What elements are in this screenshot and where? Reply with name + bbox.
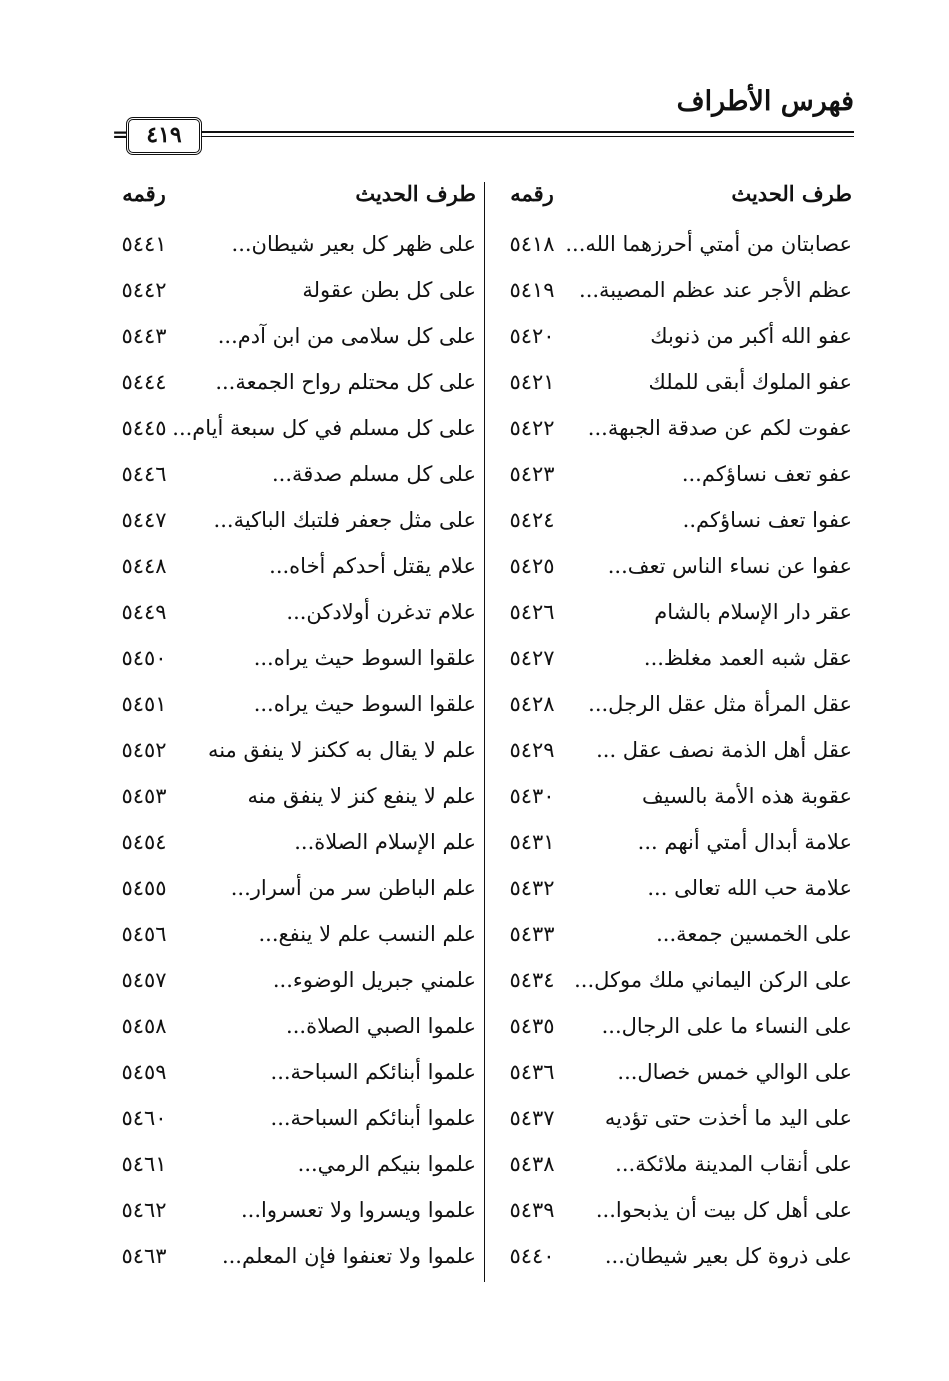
hadith-number: ٥٤٢٠ <box>509 324 555 348</box>
hadith-number: ٥٤١٩ <box>509 278 555 302</box>
hadith-number: ٥٤٥٦ <box>121 922 167 946</box>
hadith-number: ٥٤٢٥ <box>509 554 555 578</box>
index-entry-row <box>112 866 484 912</box>
hadith-number: ٥٤٤٠ <box>509 1244 555 1268</box>
hadith-number: ٥٤٤٦ <box>121 462 167 486</box>
index-entry-row <box>484 912 854 958</box>
hadith-number: ٥٤٢٣ <box>509 462 555 486</box>
hadith-number: ٥٤٥٤ <box>121 830 167 854</box>
index-entry-row <box>484 1234 854 1280</box>
hadith-number: ٥٤١٨ <box>509 232 555 256</box>
index-entry-row <box>484 268 854 314</box>
hadith-number: ٥٤٥٧ <box>121 968 167 992</box>
hadith-number: ٥٤٢٩ <box>509 738 555 762</box>
index-entry-row <box>484 590 854 636</box>
hadith-number: ٥٤٤١ <box>121 232 167 256</box>
hadith-start-text: عقل المرأة مثل عقل الرجل... <box>588 692 852 716</box>
hadith-number: ٥٤٦٣ <box>121 1244 167 1268</box>
index-entry-row <box>484 774 854 820</box>
hadith-start-text: علموا بنيكم الرمي... <box>297 1152 476 1176</box>
hadith-number: ٥٤٤٧ <box>121 508 167 532</box>
index-entry-row <box>112 1234 484 1280</box>
index-entry-row <box>484 728 854 774</box>
hadith-start-text: عقل أهل الذمة نصف عقل ... <box>596 738 852 762</box>
hadith-start-text: علموا أبنائكم السباحة... <box>270 1060 476 1084</box>
hadith-start-text: علامة أبدال أمتي أنهم ... <box>637 830 852 854</box>
index-entry-row <box>484 1096 854 1142</box>
hadith-start-text: على الركن اليماني ملك موكل... <box>574 968 852 992</box>
index-entry-row <box>484 406 854 452</box>
hadith-start-text: عظم الأجر عند عظم المصيبة... <box>579 278 852 302</box>
index-entry-row <box>112 1050 484 1096</box>
hadith-start-text: على كل مسلم في كل سبعة أيام... <box>172 416 476 440</box>
index-entry-row <box>112 406 484 452</box>
index-entry-row <box>112 636 484 682</box>
hadith-start-text: على أهل كل بيت أن يذبحوا... <box>595 1198 852 1222</box>
index-entry-row <box>484 498 854 544</box>
index-entry-row <box>484 1142 854 1188</box>
hadith-start-text: على ظهر كل بعير شيطان... <box>231 232 476 256</box>
header-rule-thin <box>198 136 854 137</box>
hadith-number: ٥٤٣٤ <box>509 968 555 992</box>
index-entry-row <box>112 222 484 268</box>
page-number: ٤١٩ <box>126 117 202 155</box>
index-entry-row <box>112 728 484 774</box>
hadith-number: ٥٤٣٨ <box>509 1152 555 1176</box>
page-number-ornament: = <box>112 122 129 146</box>
hadith-number: ٥٤٥٣ <box>121 784 167 808</box>
hadith-start-text: على أنقاب المدينة ملائكة... <box>615 1152 852 1176</box>
index-entry-row <box>112 314 484 360</box>
hadith-start-text: عفوا تعف نساؤكم.. <box>682 508 852 532</box>
hadith-start-text: علم الباطن سر من أسرار... <box>230 876 476 900</box>
header-hadith-start: طرف الحديث <box>731 181 852 206</box>
index-entry-row <box>484 1188 854 1234</box>
hadith-start-text: على الوالي خمس خصال... <box>617 1060 852 1084</box>
hadith-number: ٥٤٣٧ <box>509 1106 555 1130</box>
running-title: فهرس الأطراف <box>676 86 854 117</box>
hadith-start-text: علم لا ينفع كنز لا ينفق منه <box>247 784 476 808</box>
hadith-start-text: علموا أبنائكم السباحة... <box>270 1106 476 1130</box>
hadith-number: ٥٤٢٦ <box>509 600 555 624</box>
hadith-start-text: علام يقتل أحدكم أخاه... <box>269 554 476 578</box>
index-entry-row <box>112 682 484 728</box>
hadith-number: ٥٤٤٣ <box>121 324 167 348</box>
index-entry-row <box>112 590 484 636</box>
hadith-number: ٥٤٣٥ <box>509 1014 555 1038</box>
hadith-number: ٥٤٤٨ <box>121 554 167 578</box>
page-header <box>112 78 854 158</box>
hadith-start-text: علقوا السوط حيث يراه... <box>253 692 476 716</box>
hadith-number: ٥٤٤٩ <box>121 600 167 624</box>
index-entry-row <box>112 1142 484 1188</box>
hadith-number: ٥٤٣٠ <box>509 784 555 808</box>
hadith-start-text: علموا ولا تعنفوا فإن المعلم... <box>221 1244 476 1268</box>
index-entry-row <box>484 820 854 866</box>
hadith-number: ٥٤٢١ <box>509 370 555 394</box>
hadith-number: ٥٤٤٤ <box>121 370 167 394</box>
index-column-left <box>112 172 484 1280</box>
hadith-number: ٥٤٥٢ <box>121 738 167 762</box>
hadith-start-text: عفو الله أكبر من ذنوبك <box>650 324 852 348</box>
hadith-start-text: علموا الصبي الصلاة... <box>286 1014 476 1038</box>
hadith-start-text: عصابتان من أمتي أحرزهما الله... <box>565 232 852 256</box>
hadith-number: ٥٤٢٨ <box>509 692 555 716</box>
hadith-number: ٥٤٣٩ <box>509 1198 555 1222</box>
hadith-start-text: على اليد ما أخذت حتى تؤديه <box>604 1106 852 1130</box>
hadith-number: ٥٤٦٠ <box>121 1106 167 1130</box>
index-entry-row <box>112 774 484 820</box>
hadith-number: ٥٤٦١ <box>121 1152 167 1176</box>
hadith-start-text: على الخمسين جمعة... <box>656 922 852 946</box>
hadith-start-text: عقر دار الإسلام بالشام <box>654 600 852 624</box>
hadith-start-text: عفوا عن نساء الناس تعف... <box>607 554 852 578</box>
hadith-number: ٥٤٥٥ <box>121 876 167 900</box>
hadith-start-text: عقوبة هذه الأمة بالسيف <box>642 784 852 808</box>
hadith-number: ٥٤٣٣ <box>509 922 555 946</box>
header-rule <box>198 131 854 133</box>
index-entry-row <box>112 452 484 498</box>
hadith-start-text: على كل مسلم صدقة... <box>271 462 476 486</box>
hadith-number: ٥٤٦٢ <box>121 1198 167 1222</box>
hadith-number: ٥٤٣٢ <box>509 876 555 900</box>
header-number: رقمه <box>122 181 166 206</box>
hadith-number: ٥٤٢٢ <box>509 416 555 440</box>
hadith-start-text: عقل شبه العمد مغلظ... <box>643 646 852 670</box>
index-entry-row <box>112 912 484 958</box>
column-header-row <box>484 172 854 222</box>
index-entry-row <box>112 360 484 406</box>
hadith-number: ٥٤٤٥ <box>121 416 167 440</box>
hadith-number: ٥٤٥٨ <box>121 1014 167 1038</box>
index-entry-row <box>112 958 484 1004</box>
hadith-start-text: علموا ويسروا ولا تعسروا... <box>240 1198 476 1222</box>
index-entry-row <box>484 360 854 406</box>
hadith-start-text: عفو تعف نساؤكم... <box>681 462 852 486</box>
hadith-start-text: على كل بطن عقولة <box>302 278 476 302</box>
hadith-start-text: علقوا السوط حيث يراه... <box>253 646 476 670</box>
hadith-start-text: علام تدغرن أولادكن... <box>286 600 476 624</box>
hadith-number: ٥٤٢٧ <box>509 646 555 670</box>
hadith-number: ٥٤٤٢ <box>121 278 167 302</box>
index-entry-row <box>484 544 854 590</box>
index-entry-row <box>484 452 854 498</box>
hadith-start-text: علمني جبريل الوضوء... <box>272 968 476 992</box>
hadith-start-text: على مثل جعفر فلتبك الباكية... <box>213 508 476 532</box>
index-entry-row <box>112 1004 484 1050</box>
hadith-start-text: على كل محتلم رواح الجمعة... <box>215 370 476 394</box>
header-hadith-start: طرف الحديث <box>355 181 476 206</box>
hadith-number: ٥٤٥٩ <box>121 1060 167 1084</box>
hadith-start-text: علامة حب الله تعالى ... <box>647 876 852 900</box>
hadith-number: ٥٤٥٠ <box>121 646 167 670</box>
hadith-start-text: علم لا يقال به ككنز لا ينفق منه <box>207 738 476 762</box>
hadith-number: ٥٤٢٤ <box>509 508 555 532</box>
hadith-number: ٥٤٥١ <box>121 692 167 716</box>
hadith-start-text: علم الإسلام الصلاة... <box>294 830 476 854</box>
index-column-right <box>484 172 854 1280</box>
column-header-row <box>112 172 484 222</box>
index-entry-row <box>484 1050 854 1096</box>
index-entry-row <box>484 314 854 360</box>
hadith-start-text: عفوت لكم عن صدقة الجبهة... <box>587 416 852 440</box>
hadith-number: ٥٤٣٦ <box>509 1060 555 1084</box>
index-entry-row <box>484 866 854 912</box>
hadith-start-text: علم النسب علم لا ينفع... <box>258 922 476 946</box>
index-entry-row <box>112 1188 484 1234</box>
index-entry-row <box>484 958 854 1004</box>
hadith-number: ٥٤٣١ <box>509 830 555 854</box>
index-entry-row <box>112 1096 484 1142</box>
index-entry-row <box>484 682 854 728</box>
hadith-start-text: على كل سلامى من ابن آدم... <box>217 324 476 348</box>
index-entry-row <box>484 636 854 682</box>
index-entry-row <box>112 268 484 314</box>
header-number: رقمه <box>510 181 554 206</box>
hadith-start-text: على النساء ما على الرجال... <box>601 1014 852 1038</box>
index-entry-row <box>484 222 854 268</box>
index-entry-row <box>112 498 484 544</box>
hadith-start-text: عفو الملوك أبقى للملك <box>648 370 852 394</box>
index-entry-row <box>112 820 484 866</box>
hadith-start-text: على ذروة كل بعير شيطان... <box>604 1244 852 1268</box>
index-entry-row <box>112 544 484 590</box>
index-entry-row <box>484 1004 854 1050</box>
